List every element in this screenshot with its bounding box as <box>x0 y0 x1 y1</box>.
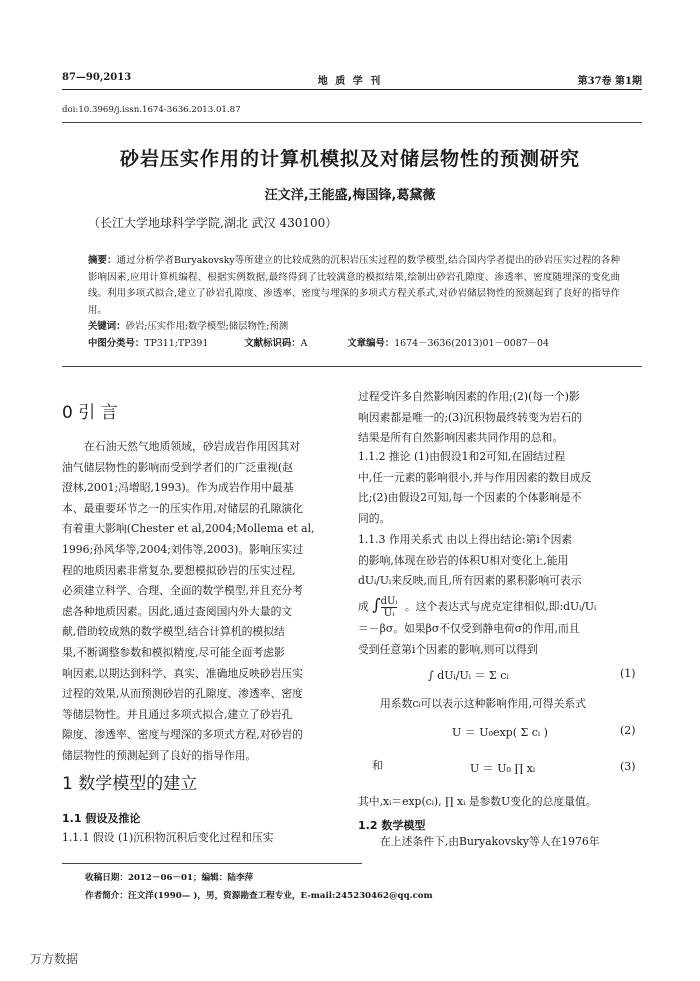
intro-line: 果,不断调整参数和模拟精度,尽可能全面考虑影 <box>62 645 285 659</box>
abstract-rule <box>62 366 642 367</box>
doc-label: 文献标识码： <box>244 338 301 349</box>
right-line: 同的。 <box>358 511 391 525</box>
header-volume: 第37卷 第1期 <box>577 76 642 87</box>
right-line: 的影响,体现在砂岩的体积U相对变化上,能用 <box>358 553 569 567</box>
page-title: 砂岩压实作用的计算机模拟及对储层物性的预测研究 <box>119 148 580 170</box>
keywords <box>88 319 288 336</box>
corollary-head: 1.1.2 推论 <box>358 450 411 463</box>
right-line: 响因素都是唯一的;(3)沉积物最终转变为岩石的 <box>358 410 583 424</box>
intro-line: 本、最重要环节之一的压实作用,对储层的孔隙演化 <box>62 501 303 515</box>
art-label: 文章编号： <box>347 338 395 349</box>
keywords-label: 关键词： <box>88 321 126 332</box>
equation-3: U ＝ U₀ ∏ xᵢ <box>470 762 536 775</box>
intro-line: 储层物性的预测起到了良好的指导作用。 <box>62 748 257 762</box>
footnote-received: 收稿日期：2012－06－01；编辑：陆李萍 <box>85 873 254 883</box>
intro-line: 隙度、渗透率、密度与埋深的多项式方程,对砂岩的 <box>62 728 303 742</box>
subsection-1-1-heading: 1.1 假设及推论 <box>62 812 141 825</box>
doi: doi:10.3969/j.issn.1674-3636.2013.01.87 <box>62 105 241 115</box>
integral-line <box>358 592 642 620</box>
equation-3-number: (3) <box>620 760 636 773</box>
hypothesis-text: (1)沉积物沉积后变化过程和压实 <box>117 831 274 844</box>
relation-paragraph <box>358 530 642 592</box>
shou-line: 受到任意第i个因素的影响,则可以得到 <box>358 643 538 656</box>
right-line: (1)由假设1和2可知,在固结过程 <box>413 450 566 463</box>
intro-line: 1996;孙风华等,2004;刘伟等,2003)。影响压实过 <box>62 542 304 556</box>
footnote-rule <box>62 863 362 864</box>
intro-line: 虑各种地质因素。因此,通过查阅国内外大量的文 <box>62 604 293 618</box>
meta-line <box>88 336 628 353</box>
integral-icon: ∫ <box>372 595 381 614</box>
intro-line: 在石油天然气地质领域，砂岩成岩作用因其对 <box>84 440 300 453</box>
affiliation: （长江大学地球科学学院,湖北 武汉 430100） <box>88 216 338 230</box>
hypothesis-head: 1.1.1 假设 <box>62 831 115 844</box>
intro-line: 程的地质因素非常复杂,要想模拟砂岩的压实过程, <box>62 563 296 577</box>
right-line: 结果是所有自然影响因素共同作用的总和。 <box>358 431 564 445</box>
last-line: 在上述条件下,由Buryakovsky等人在1976年 <box>380 835 600 848</box>
abstract <box>88 253 620 319</box>
equation-1-number: (1) <box>620 667 636 680</box>
intro-line: 有着重大影响(Chester et al,2004;Mollema et al, <box>62 522 315 536</box>
section-1-heading: 1 数学模型的建立 <box>62 774 198 794</box>
intro-line: 油气储层物性的影响而受到学者们的广泛重视(赵 <box>62 460 293 474</box>
cheng-text: 成 <box>358 600 369 613</box>
keywords-text: 砂岩;压实作用;数学模型;储层物性;预测 <box>125 321 289 332</box>
doi-rule <box>62 122 642 123</box>
relation-head: 1.1.3 作用关系式 <box>358 533 443 546</box>
section-0-heading: 0 引 言 <box>62 403 118 423</box>
right-line: dUᵢ/Uᵢ来反映,而且,所有因素的累积影响可表示 <box>358 574 582 588</box>
fraction: dUᵢ Uᵢ <box>380 595 398 619</box>
footnote-author: 作者简介：汪文洋(1990— )，男，资源勘查工程专业，E-mail:245230462@qq.com <box>85 891 433 901</box>
abstract-label: 摘要： <box>88 255 117 266</box>
intro-line: 过程的效果,从而预测砂岩的孔隙度、渗透率、密度 <box>62 687 303 701</box>
cheng-text-b: 。这个表达式与虎克定律相似,即:dUᵢ/Uᵢ <box>404 600 597 613</box>
clc-label: 中图分类号： <box>88 338 145 349</box>
hypothesis-line <box>62 828 346 849</box>
beta-line: ＝－βσ。如果βσ不仅受到静电荷σ的作用,而且 <box>358 622 580 635</box>
header-pages: 87—90,2013 <box>62 72 132 83</box>
equation-2: U ＝ U₀exp( Σ cᵢ ) <box>452 726 548 739</box>
header-rule <box>62 89 642 90</box>
intro-line: 等储层物性。并且通过多项式拟合,建立了砂岩孔 <box>62 707 293 721</box>
intro-line: 响因素,以期达到科学、真实、准确地反映砂岩压实 <box>62 666 303 680</box>
intro-line: 献,借助较成熟的数学模型,结合计算机的模拟结 <box>62 625 285 639</box>
doc-value: A <box>300 338 308 349</box>
intro-line: 必须建立科学、合理、全面的数学模型,并且充分考 <box>62 584 303 598</box>
watermark: 万方数据 <box>30 952 79 966</box>
abstract-text: 通过分析学者Buryakovsky等所建立的比较成熟的沉积岩压实过程的数学模型,结合国内学者提出的砂岩压实过程的各种影响因素,应用计算机编程、根据实例数据,最终得到了比较满意的模拟结果,绘制出砂岩孔隙度、渗透率、密度随埋深的变化曲线。利用多项式拟合,建立了砂岩孔隙度、渗透率、密度与埋深的多项式方程关系式,对砂岩储层物性的预测起到了良好的指导作用。 <box>88 255 620 316</box>
corollary-paragraph <box>358 447 642 529</box>
right-line: 比;(2)由假设2可知,每一个因素的个体影响是不 <box>358 491 582 505</box>
subsection-1-2-heading: 1.2 数学模型 <box>358 819 426 832</box>
clc-value: TP311;TP391 <box>144 338 209 349</box>
header-journal: 地 质 学 刊 <box>317 76 383 87</box>
equation-2-number: (2) <box>620 724 636 737</box>
qizhong-line: 其中,xᵢ＝exp(cᵢ), ∏ xᵢ 是参数U变化的总度量值。 <box>358 795 597 808</box>
right-line: 由以上得出结论:第i个因素 <box>446 533 573 546</box>
right-line: 中,任一元素的影响很小,并与作用因素的数目成反 <box>358 470 592 484</box>
authors: 汪文洋,王能盛,梅国锋,葛黛薇 <box>264 188 436 203</box>
equation-1: ∫ dUᵢ/Uᵢ ＝ Σ cᵢ <box>428 669 509 682</box>
intro-paragraph <box>62 437 346 767</box>
and-word: 和 <box>372 759 383 772</box>
right-paragraph-a <box>358 387 642 449</box>
intro-line: 澄林,2001;冯增昭,1993)。作为成岩作用中最基 <box>62 481 294 495</box>
yong-line: 用系数cᵢ可以表示这种影响作用,可得关系式 <box>380 697 586 710</box>
right-line: 过程受许多自然影响因素的作用;(2)(每一个)影 <box>358 390 580 403</box>
art-value: 1674－3636(2013)01－0087－04 <box>394 338 549 349</box>
